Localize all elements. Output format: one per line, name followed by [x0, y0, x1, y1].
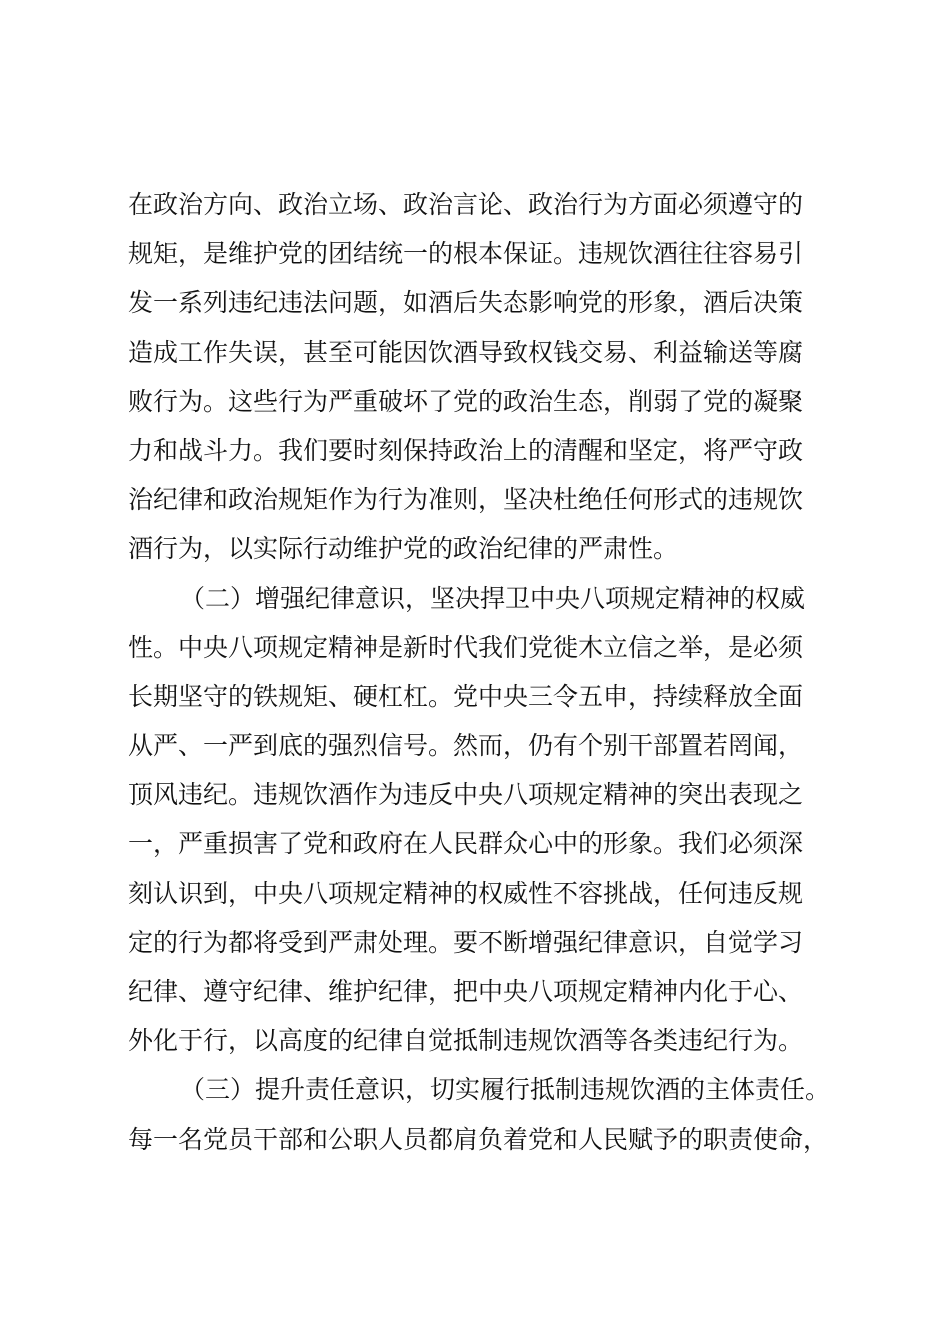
paragraph-3: [128, 1065, 848, 1163]
text-line: 在政治方向、政治立场、政治言论、政治行为方面必须遵守的: [128, 190, 804, 219]
text-line: 每一名党员干部和公职人员都肩负着党和人民赋予的职责使命，: [128, 1124, 829, 1154]
text-line: 纪律、遵守纪律、维护纪律，把中央八项规定精神内化于心、: [128, 977, 804, 1006]
text-line: 外化于行，以高度的纪律自觉抵制违规饮酒等各类违纪行为。: [128, 1026, 804, 1056]
text-line: 从严、一严到底的强烈信号。然而，仍有个别干部置若罔闻，: [128, 731, 804, 761]
text-line: 酒行为，以实际行动维护党的政治纪律的严肃性。: [128, 534, 679, 564]
text-line: 刻认识到，中央八项规定精神的权威性不容挑战，任何违反规: [128, 878, 804, 908]
section-heading-line: （二）增强纪律意识，坚决捍卫中央八项规定精神的权威: [180, 583, 806, 613]
text-line: 顶风违纪。违规饮酒作为违反中央八项规定精神的突出表现之: [128, 780, 804, 810]
text-line: 造成工作失误，甚至可能因饮酒导致权钱交易、利益输送等腐: [128, 337, 804, 367]
text-line: 发一系列违纪违法问题，如酒后失态影响党的形象，酒后决策: [128, 288, 804, 318]
text-line: 长期坚守的铁规矩、硬杠杠。党中央三令五申，持续释放全面: [128, 681, 804, 711]
paragraph-1: [128, 180, 848, 574]
text-line: 治纪律和政治规矩作为行为准则，坚决杜绝任何形式的违规饮: [128, 485, 804, 515]
section-heading-line: （三）提升责任意识，切实履行抵制违规饮酒的主体责任。: [180, 1075, 831, 1105]
text-line: 力和战斗力。我们要时刻保持政治上的清醒和坚定，将严守政: [128, 435, 804, 465]
text-line: 性。中央八项规定精神是新时代我们党徙木立信之举，是必须: [128, 632, 804, 662]
text-line: 定的行为都将受到严肃处理。要不断增强纪律意识，自觉学习: [128, 927, 804, 957]
text-line: 一，严重损害了党和政府在人民群众心中的形象。我们必须深: [128, 829, 804, 859]
document-body: [128, 180, 848, 1164]
paragraph-2: [128, 574, 848, 1066]
text-line: 规矩，是维护党的团结统一的根本保证。违规饮酒往往容易引: [128, 239, 804, 269]
text-line: 败行为。这些行为严重破坏了党的政治生态，削弱了党的凝聚: [128, 386, 804, 416]
